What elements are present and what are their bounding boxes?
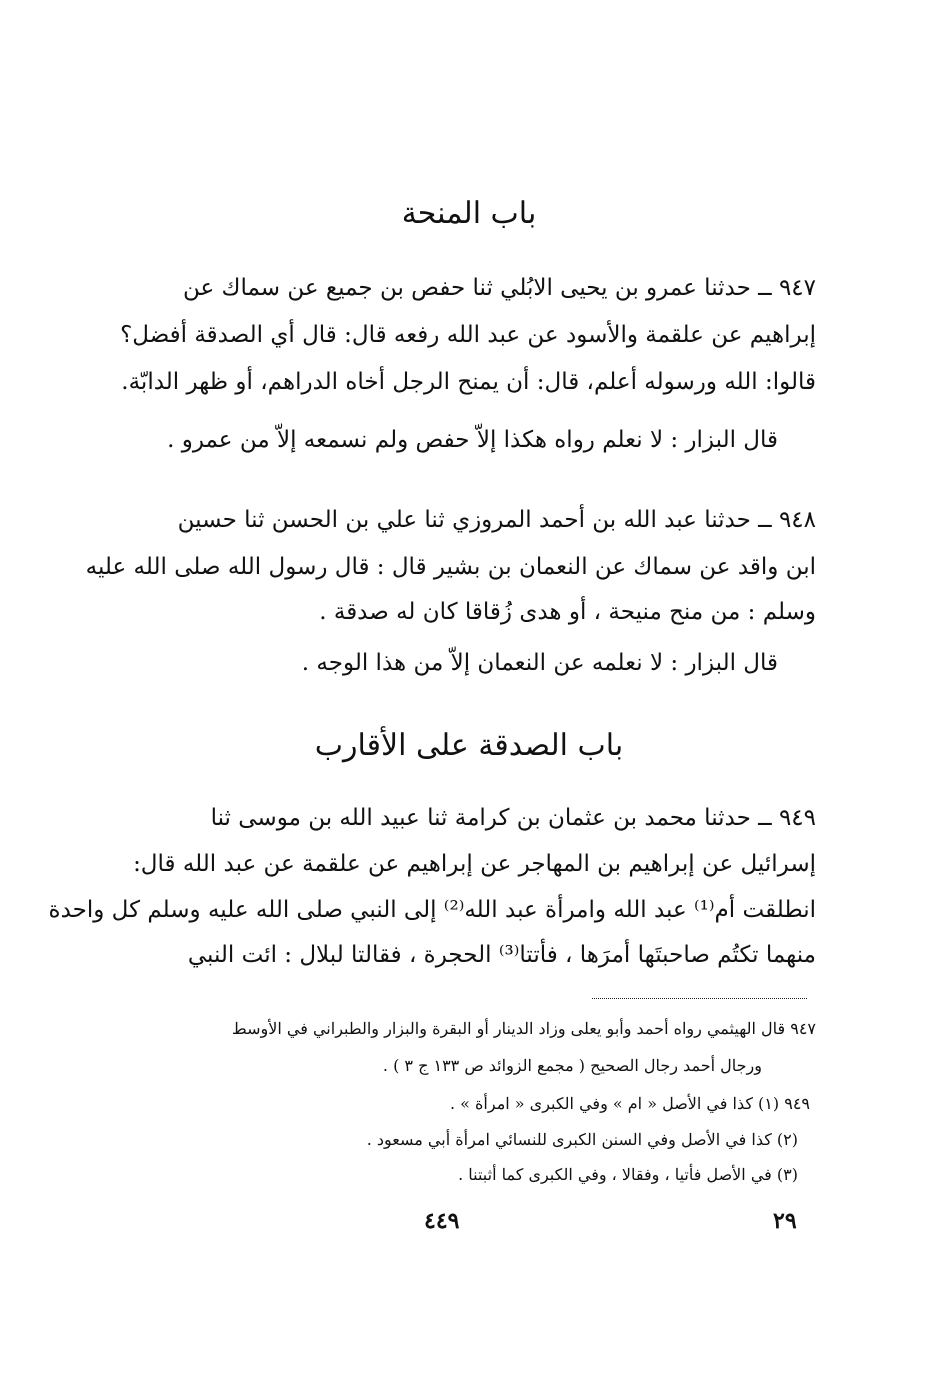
hadith-948-bazzar-note: قال البزار : لا نعلمه عن النعمان إلاّ من هذا الوجه . (301, 650, 778, 676)
hadith-947-line-2: إبراهيم عن علقمة والأسود عن عبد الله رفعه قال: قال أي الصدقة أفضل؟ (120, 322, 816, 348)
hadith-949-line-4: منهما تكتُم صاحبتَها أمرَها ، فأتتا⁽³⁾ الحجرة ، فقالتا لبلال : ائت النبي (187, 942, 816, 968)
chapter-heading-manha: باب المنحة (401, 196, 537, 231)
footnote-949-3: (٣) في الأصل فأتيا ، وفقالا ، وفي الكبرى كما أثبتنا . (458, 1165, 798, 1184)
footnote-947-line-2: ورجال أحمد رجال الصحيح ( مجمع الزوائد ص ١٣٣ ج ٣ ) . (382, 1056, 762, 1075)
hadith-947-line-3: قالوا: الله ورسوله أعلم، قال: أن يمنح الرجل أخاه الدراهم، أو ظهر الدابّة. (121, 369, 816, 395)
hadith-948-line-1: ٩٤٨ ــ حدثنا عبد الله بن أحمد المروزي ثنا علي بن الحسن ثنا حسين (177, 507, 816, 533)
hadith-948-line-3: وسلم : من منح منيحة ، أو هدى زُقاقا كان له صدقة . (319, 599, 816, 625)
hadith-949-line-3: انطلقت أم⁽¹⁾ عبد الله وامرأة عبد الله⁽²⁾ إلى النبي صلى الله عليه وسلم كل واحدة (48, 897, 816, 923)
footnote-949-2: (٢) كذا في الأصل وفي السنن الكبرى للنسائي امرأة أبي مسعود . (366, 1130, 798, 1149)
footnote-947-line-1: ٩٤٧ قال الهيثمي رواه أحمد وأبو يعلى وزاد الدينار أو البقرة والبزار والطبراني في الأوسط (231, 1019, 816, 1038)
footnote-949-1: ٩٤٩ (١) كذا في الأصل « ام » وفي الكبرى « امرأة » . (449, 1094, 810, 1113)
page-number: ٤٤٩ (424, 1208, 460, 1234)
chapter-heading-sadaqa-aqarib: باب الصدقة على الأقارب (314, 728, 624, 763)
hadith-947-bazzar-note: قال البزار : لا نعلم رواه هكذا إلاّ حفص ولم نسمعه إلاّ من عمرو . (167, 427, 778, 453)
printer-signature-number: ٢٩ (773, 1208, 797, 1234)
hadith-948-line-2: ابن واقد عن سماك عن النعمان بن بشير قال : قال رسول الله صلى الله عليه (85, 554, 816, 580)
footnote-separator (592, 998, 807, 999)
hadith-949-line-2: إسرائيل عن إبراهيم بن المهاجر عن إبراهيم عن علقمة عن عبد الله قال: (133, 851, 816, 877)
hadith-949-line-1: ٩٤٩ ــ حدثنا محمد بن عثمان بن كرامة ثنا عبيد الله بن موسى ثنا (210, 805, 816, 831)
hadith-947-line-1: ٩٤٧ ــ حدثنا عمرو بن يحيى الابُلي ثنا حفص بن جميع عن سماك عن (183, 275, 816, 301)
